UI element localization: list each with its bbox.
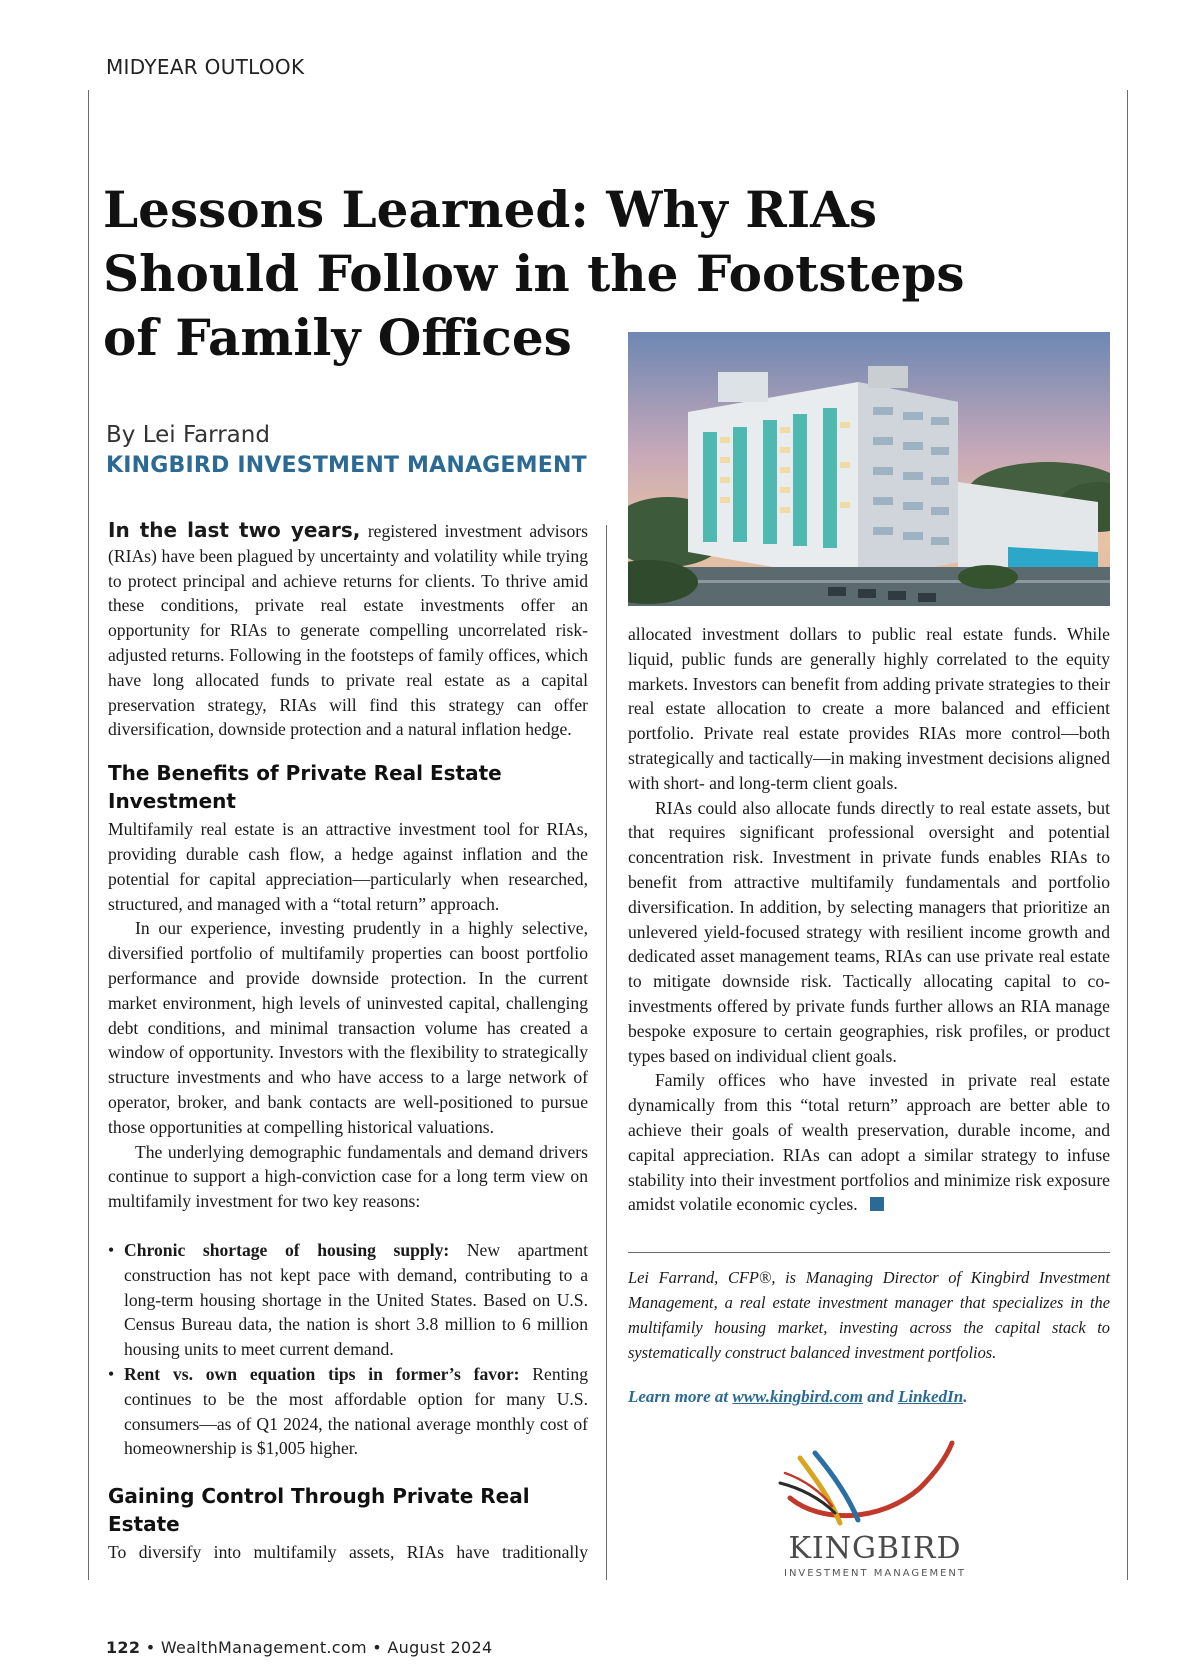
section-heading-control: Gaining Control Through Private Real Estate (108, 1484, 530, 1537)
website-link[interactable]: www.kingbird.com (732, 1387, 864, 1406)
learn-more-suffix: . (963, 1387, 968, 1406)
section-label: MIDYEAR OUTLOOK (106, 55, 305, 79)
intro-paragraph (108, 518, 588, 742)
page-footer (106, 1638, 492, 1657)
linkedin-link[interactable]: LinkedIn (898, 1387, 964, 1406)
reasons-list (108, 1238, 588, 1461)
control-paragraph-2: RIAs could also allocate funds directly to real estate assets, but that requires significant professional oversight and potential concentration risk. Investment in private funds enables RIAs to benefit from attractive multifamily fundamentals and portfolio diversification. In addition, by selecting managers that prioritize an unlevered yield-focused strategy with resilient income growth and dedicated asset management teams, RIAs can use private real estate to mitigate downside risk. Tactically allocating capital to co-investments offered by private funds further allows an RIA manage bespoke exposure to certain geographies, risk profiles, or product types based on individual client goals. (628, 797, 1110, 1066)
learn-more (628, 1387, 1110, 1407)
left-column (108, 518, 588, 1565)
logo-name: KINGBIRD (788, 1531, 962, 1566)
author-bio: Lei Farrand, CFP®, is Managing Director of Kingbird Investment Management, a real estate investment manager that specializes in the multifamily housing market, investing across the capital stack to systematically construct balanced investment portfolios. (628, 1268, 1110, 1362)
company-name: KINGBIRD INVESTMENT MANAGEMENT (106, 453, 587, 478)
right-column (628, 622, 1110, 1217)
right-rule (1127, 90, 1128, 1580)
learn-more-middle: and (863, 1387, 898, 1406)
benefits-paragraph-2: In our experience, investing prudently in a highly selective, diversified portfolio of multifamily properties can boost portfolio performance and provide downside protection. In the current market environment, high levels of uninvested capital, challenging debt conditions, and minimal transaction volume has created a window of opportunity. Investors with the flexibility to strategically structure investments and who have access to a large network of operator, broker, and bank contacts are well-positioned to pursue those opportunities at compelling historical valuations. (108, 918, 588, 1137)
bullet-title: Rent vs. own equation tips in former’s favor: (124, 1363, 520, 1384)
intro-lead: In the last two years, (108, 518, 361, 542)
learn-more-prefix: Learn more at (628, 1387, 733, 1406)
bullet-text: New apartment construction has not kept pace with demand, contributing to a long-term housing shortage in the United States. Based on U.S. Census Bureau data, the nation is short 3.8 million to 6 million housing units to meet current demand. (124, 1239, 589, 1360)
control-paragraph-1-continued: allocated investment dollars to public real estate funds. While liquid, public funds are generally highly correlated to the equity markets. Investors can benefit from adding private strategies to their real estate allocation to create a more balanced and efficient portfolio. Private real estate provides RIAs more control—both strategically and tactically—in making investment decisions aligned with short- and long-term client goals. (628, 624, 1110, 793)
section-heading-benefits: The Benefits of Private Real Estate Investment (108, 761, 502, 814)
byline: By Lei Farrand (106, 422, 270, 448)
bio-divider (628, 1252, 1110, 1253)
control-paragraph-1: To diversify into multifamily assets, RIAs have traditionally (108, 1542, 588, 1563)
column-divider (606, 525, 607, 1580)
control-paragraph-3-text: Family offices who have invested in private real estate dynamically from this “total return” approach are better able to achieve their goals of wealth preservation, durable income, and capital appreciation. RIAs can adopt a similar strategy to infuse stability into their investment portfolios and minimize risk exposure amidst volatile economic cycles. (628, 1070, 1110, 1215)
left-rule (88, 90, 89, 1580)
page-number: 122 (106, 1638, 141, 1657)
list-item (108, 1362, 588, 1461)
intro-text: registered investment advisors (RIAs) have been plagued by uncertainty and volatility while trying to protect principal and achieve returns for clients. To thrive amid these conditions, private real estate investments offer an opportunity for RIAs to generate compelling uncorrelated risk-adjusted returns. Following in the footsteps of family offices, which have long allocated funds to private real estate as a capital preservation strategy, RIAs will find this strategy can offer diversification, downside protection and a natural inflation hedge. (108, 521, 589, 740)
kingbird-logo (760, 1428, 990, 1588)
building-photo (628, 332, 1110, 606)
list-item (108, 1238, 588, 1362)
bullet-text: Renting continues to be the most affordable option for many U.S. consumers—as of Q1 2024, the national average monthly cost of homeownership is $1,005 higher. (124, 1363, 589, 1459)
footer-text: • WealthManagement.com • August 2024 (140, 1638, 493, 1657)
article-headline: Lessons Learned: Why RIAs Should Follow in the Footsteps of Family Offices (103, 180, 965, 367)
benefits-paragraph-1: Multifamily real estate is an attractive investment tool for RIAs, providing durable cash flow, a hedge against inflation and the potential for capital appreciation—particularly when researched, structured, and managed with a “total return” approach. (108, 819, 588, 914)
benefits-paragraph-3: The underlying demographic fundamentals and demand drivers continue to support a high-conviction case for a long term view on multifamily investment for two key reasons: (108, 1141, 588, 1212)
end-mark-icon (870, 1197, 884, 1211)
control-paragraph-3 (628, 1068, 1110, 1217)
logo-tagline: INVESTMENT MANAGEMENT (784, 1568, 966, 1579)
bullet-title: Chronic shortage of housing supply: (124, 1239, 450, 1260)
